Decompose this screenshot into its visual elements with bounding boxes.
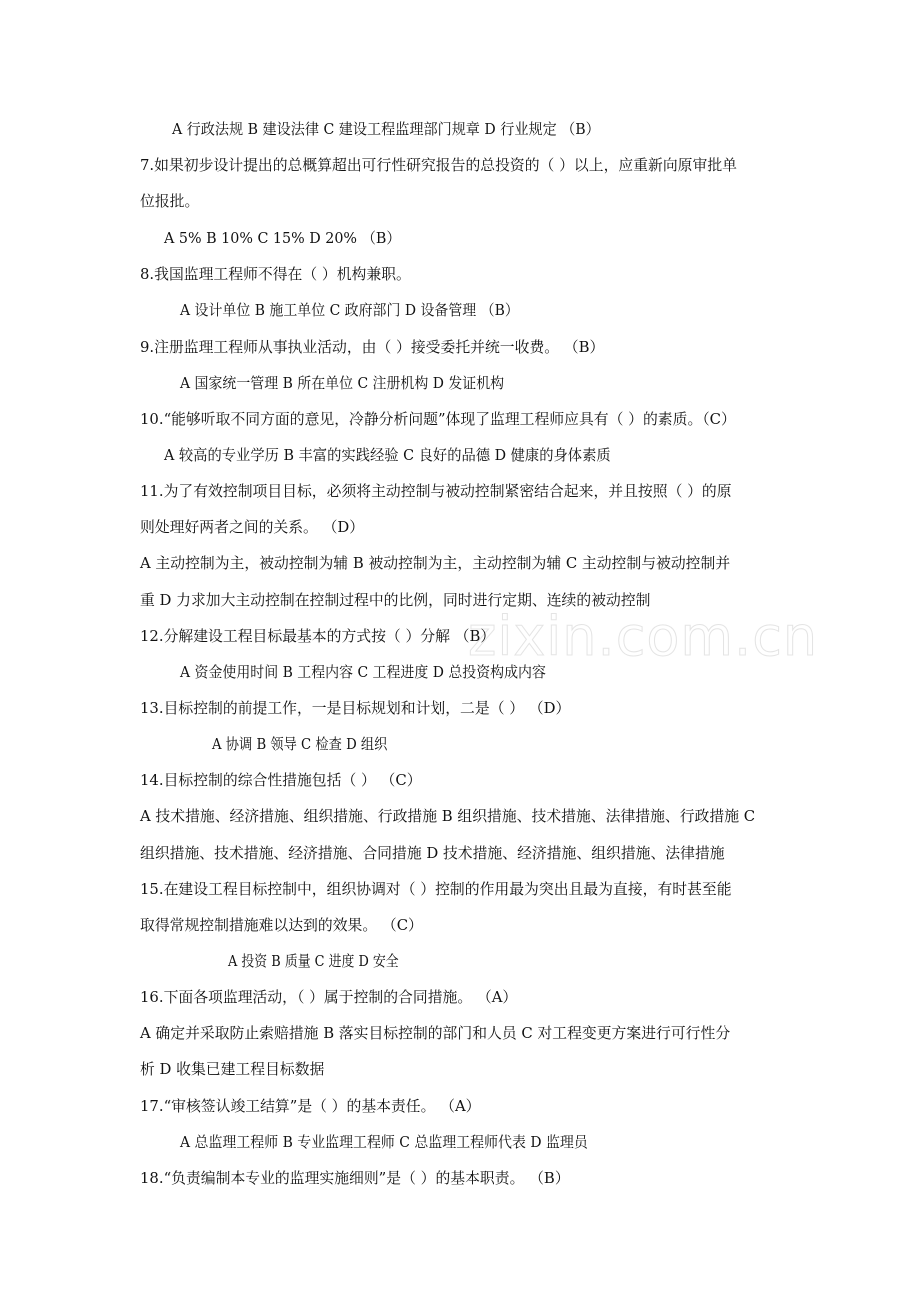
q7-stem-line2: 位报批。 bbox=[140, 192, 200, 210]
q14-options-line2: 组织措施、技术措施、经济措施、合同措施 D 技术措施、经济措施、组织措施、法律措施 bbox=[140, 844, 725, 862]
q12-stem: 12.分解建设工程目标最基本的方式按（ ）分解 （B） bbox=[140, 627, 496, 645]
q16-stem: 16.下面各项监理活动，（ ）属于控制的合同措施。 （A） bbox=[140, 988, 518, 1006]
q11-options-line1: A 主动控制为主，被动控制为辅 B 被动控制为主，主动控制为辅 C 主动控制与被动控制并 bbox=[140, 554, 731, 572]
q8-options: A 设计单位 B 施工单位 C 政府部门 D 设备管理 （B） bbox=[180, 301, 519, 319]
q17-options: A 总监理工程师 B 专业监理工程师 C 总监理工程师代表 D 监理员 bbox=[180, 1133, 588, 1151]
q12-options: A 资金使用时间 B 工程内容 C 工程进度 D 总投资构成内容 bbox=[180, 663, 546, 681]
watermark: zixin.com.cn bbox=[468, 605, 819, 668]
q11-stem-line2: 则处理好两者之间的关系。 （D） bbox=[140, 518, 365, 536]
q16-options-line1: A 确定并采取防止索赔措施 B 落实目标控制的部门和人员 C 对工程变更方案进行可行性分 bbox=[140, 1024, 731, 1042]
q8-stem: 8.我国监理工程师不得在（ ）机构兼职。 bbox=[140, 265, 411, 283]
q11-options-line2: 重 D 力求加大主动控制在控制过程中的比例，同时进行定期、连续的被动控制 bbox=[140, 591, 651, 609]
q9-stem: 9.注册监理工程师从事执业活动，由（ ）接受委托并统一收费。 （B） bbox=[140, 338, 605, 356]
q15-stem-line2: 取得常规控制措施难以达到的效果。 （C） bbox=[140, 916, 423, 934]
q16-options-line2: 析 D 收集已建工程目标数据 bbox=[140, 1060, 325, 1078]
q10-options: A 较高的专业学历 B 丰富的实践经验 C 良好的品德 D 健康的身体素质 bbox=[164, 446, 611, 464]
q15-stem-line1: 15.在建设工程目标控制中，组织协调对（ ）控制的作用最为突出且最为直接，有时甚至能 bbox=[140, 880, 732, 898]
q7-stem-line1: 7.如果初步设计提出的总概算超出可行性研究报告的总投资的（ ）以上，应重新向原审批单 bbox=[140, 156, 737, 174]
q14-stem: 14.目标控制的综合性措施包括（ ） （C） bbox=[140, 771, 422, 789]
q17-stem: 17.“审核签认竣工结算”是（ ）的基本责任。 （A） bbox=[140, 1097, 481, 1115]
q15-options: A 投资 B 质量 C 进度 D 安全 bbox=[228, 952, 399, 970]
q13-options: A 协调 B 领导 C 检查 D 组织 bbox=[212, 735, 388, 753]
q10-stem: 10.“能够听取不同方面的意见，冷静分析问题”体现了监理工程师应具有（ ）的素质。（C） bbox=[140, 410, 736, 428]
q9-options: A 国家统一管理 B 所在单位 C 注册机构 D 发证机构 bbox=[180, 374, 505, 392]
q13-stem: 13.目标控制的前提工作，一是目标规划和计划，二是（ ） （D） bbox=[140, 699, 571, 717]
q7-options: A 5% B 10% C 15% D 20% （B） bbox=[164, 229, 401, 247]
q6-options: A 行政法规 B 建设法律 C 建设工程监理部门规章 D 行业规定 （B） bbox=[172, 120, 600, 138]
q14-options-line1: A 技术措施、经济措施、组织措施、行政措施 B 组织措施、技术措施、法律措施、行政措施 C bbox=[140, 807, 756, 825]
q11-stem-line1: 11.为了有效控制项目目标，必须将主动控制与被动控制紧密结合起来，并且按照（ ）的原 bbox=[140, 482, 732, 500]
q18-stem: 18.“负责编制本专业的监理实施细则”是（ ）的基本职责。 （B） bbox=[140, 1169, 570, 1187]
